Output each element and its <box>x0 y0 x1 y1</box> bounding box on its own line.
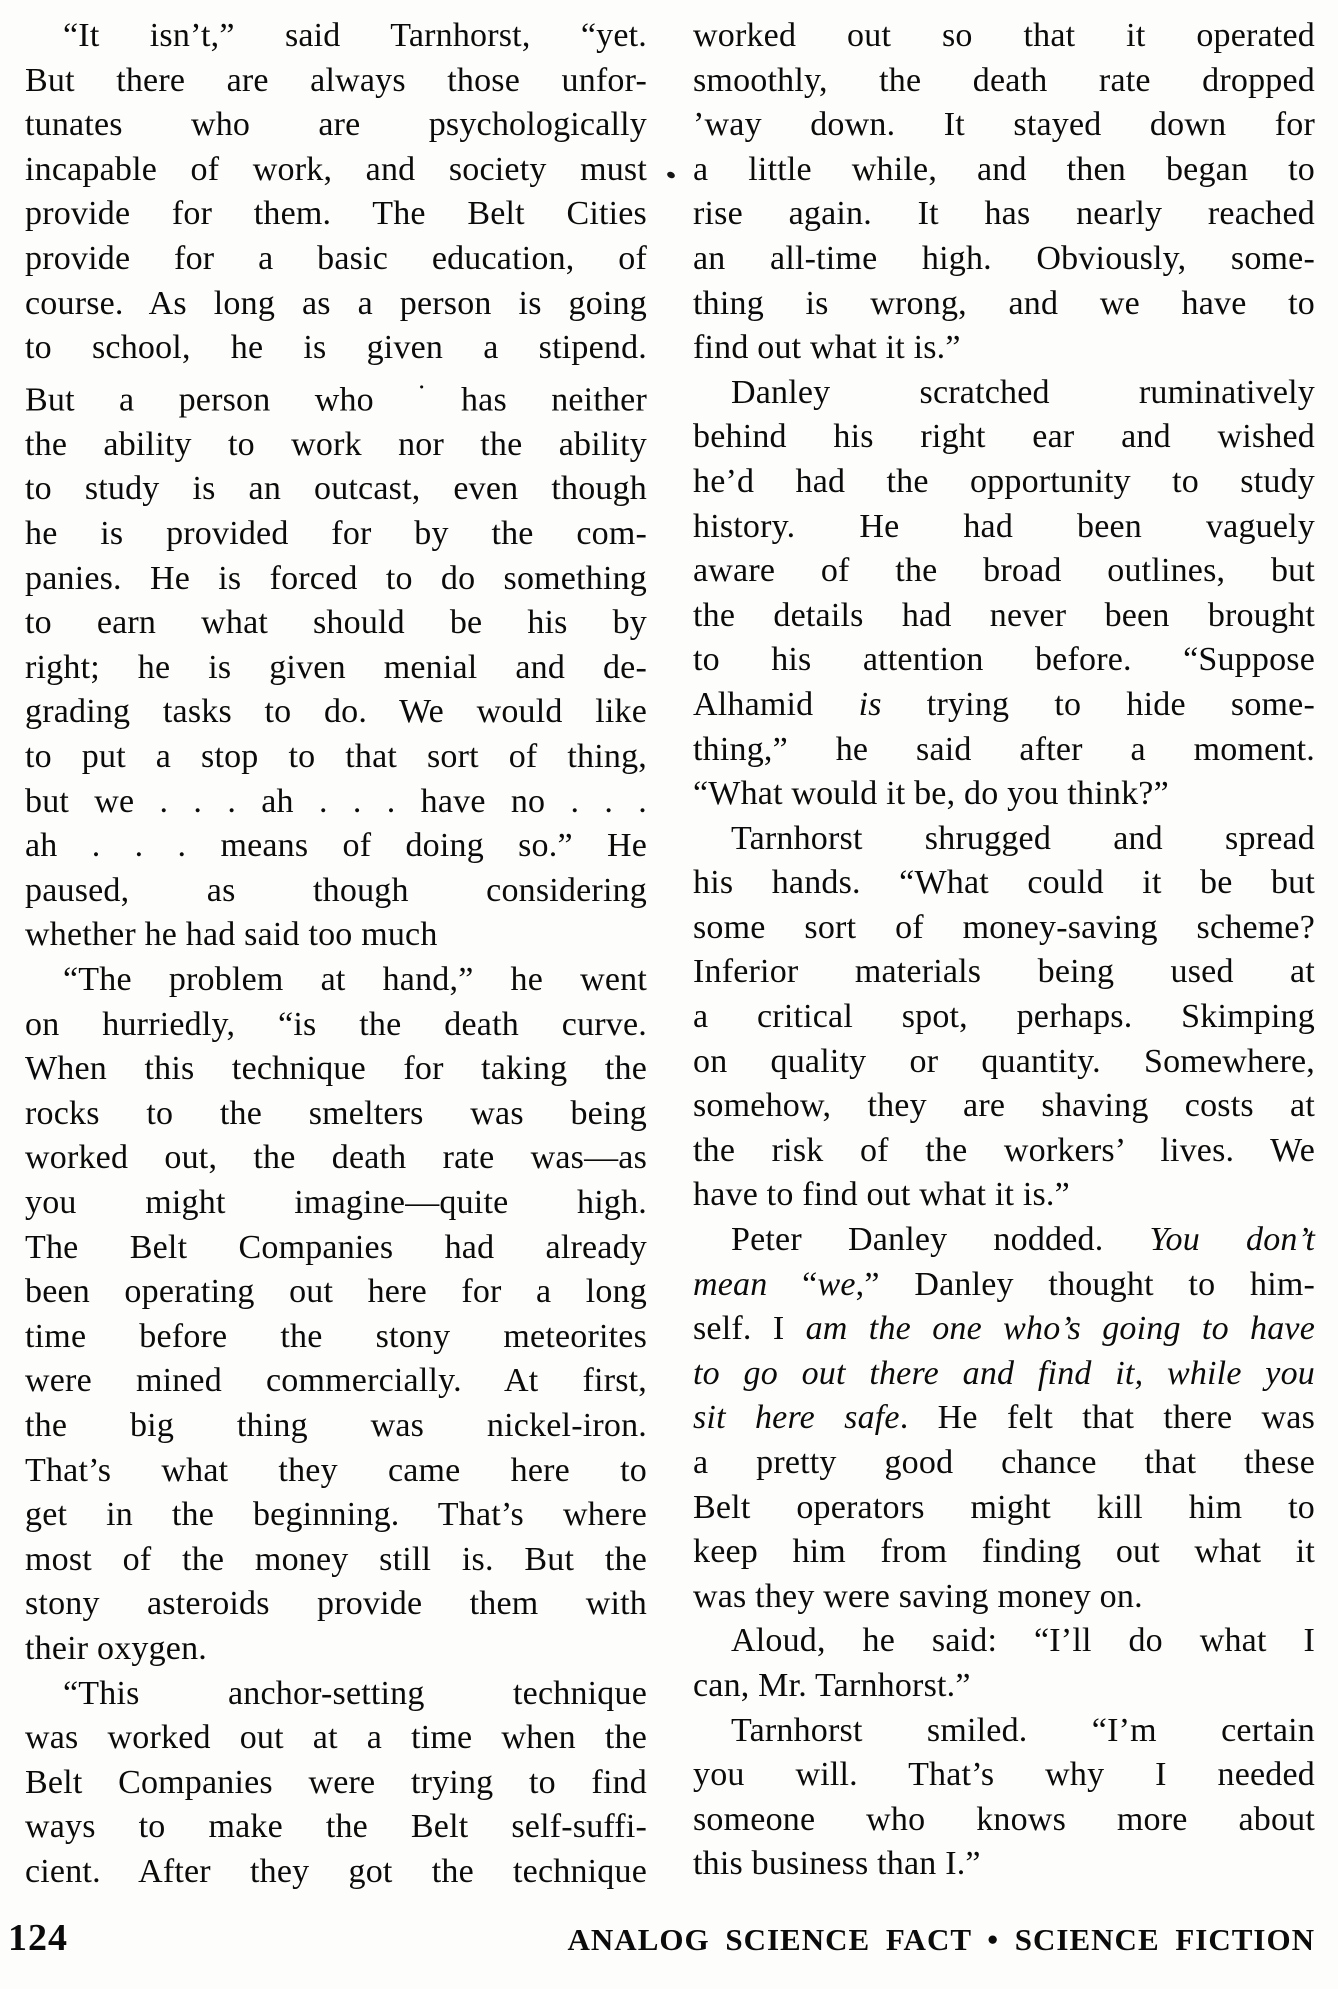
text-line: aware of the broad outlines, but <box>693 552 1315 590</box>
text-segment: Alhamid <box>693 685 859 723</box>
text-line: provide for them. The Belt Cities <box>25 195 647 233</box>
text-line: smoothly, the death rate dropped <box>693 61 1315 99</box>
text-line: the risk of the workers’ lives. We <box>693 1131 1315 1169</box>
text-line: provide for a basic education, of <box>25 239 647 277</box>
text-line: get in the beginning. That’s where <box>25 1496 647 1534</box>
text-line: an all-time high. Obviously, some- <box>693 239 1315 277</box>
text-line: history. He had been vaguely <box>693 507 1315 545</box>
text-line: behind his right ear and wished <box>693 418 1315 456</box>
italic-text: to go out there and find it, while you <box>693 1354 1315 1392</box>
italic-text: is <box>858 685 882 723</box>
text-segment: “ <box>767 1265 818 1303</box>
text-line: incapable of work, and society must <box>25 150 647 188</box>
text-line: to earn what should be his by <box>25 604 647 642</box>
text-line: stony asteroids provide them with <box>25 1585 647 1623</box>
text-line: to his attention before. “Suppose <box>693 641 1315 679</box>
text-line: the details had never been brought <box>693 596 1315 634</box>
text-line: ah . . . means of doing so.” He <box>25 827 647 865</box>
text-line: thing is wrong, and we have to <box>693 284 1315 322</box>
text-line <box>693 1396 1315 1441</box>
text-line: panies. He is forced to do something <box>25 559 647 597</box>
text-line: a critical spot, perhaps. Skimping <box>693 998 1315 1036</box>
text-line <box>693 683 1315 728</box>
text-line: to study is an outcast, even though <box>25 470 647 508</box>
column-right <box>693 14 1315 1894</box>
text-line: the ability to work nor the ability <box>25 425 647 463</box>
text-line: was worked out at a time when the <box>25 1719 647 1757</box>
text-line: find out what it is.” <box>693 329 961 367</box>
text-line <box>693 1352 1315 1397</box>
text-line <box>25 371 647 423</box>
text-line: someone who knows more about <box>693 1800 1315 1838</box>
text-line: cient. After they got the technique <box>25 1852 647 1890</box>
text-line: right; he is given menial and de- <box>25 648 647 686</box>
text-line: most of the money still is. But the <box>25 1540 647 1578</box>
text-line: rise again. It has nearly reached <box>693 195 1315 233</box>
text-line: keep him from finding out what it <box>693 1533 1315 1571</box>
text-line: tunates who are psychologically <box>25 106 647 144</box>
text-line <box>693 1307 1315 1352</box>
text-line: worked out, the death rate was—as <box>25 1139 647 1177</box>
text-line: thing,” he said after a moment. <box>693 730 1315 768</box>
text-segment: has neither <box>460 381 647 419</box>
page-number: 124 <box>8 1917 68 1959</box>
text-line: a pretty good chance that these <box>693 1444 1315 1481</box>
italic-text: mean <box>693 1265 768 1303</box>
text-line: he is provided for by the com- <box>25 515 647 553</box>
text-line: Tarnhorst shrugged and spread <box>731 819 1315 857</box>
text-line: The Belt Companies had already <box>25 1228 647 1266</box>
text-segment: trying to hide some- <box>881 685 1315 723</box>
text-segment: Peter Danley nodded. <box>731 1221 1150 1259</box>
text-line: his hands. “What could it be but <box>693 864 1315 902</box>
text-line: rocks to the smelters was being <box>25 1094 647 1132</box>
text-line: paused, as though considering <box>25 871 647 909</box>
text-line: ’way down. It stayed down for <box>693 106 1315 144</box>
italic-text: sit here safe <box>693 1399 900 1437</box>
text-line: ways to make the Belt self-suffi- <box>25 1808 647 1846</box>
text-line: you might imagine—quite high. <box>25 1183 647 1221</box>
text-line: the big thing was nickel-iron. <box>25 1406 647 1444</box>
text-line: “It isn’t,” said Tarnhorst, “yet. <box>63 17 647 54</box>
text-line: That’s what they came here to <box>25 1451 647 1489</box>
text-line: But there are always those unfor- <box>25 61 647 99</box>
text-line: on hurriedly, “is the death curve. <box>25 1005 647 1043</box>
text-line: When this technique for taking the <box>25 1050 647 1088</box>
text-line: “The problem at hand,” he went <box>63 961 647 998</box>
text-segment: self. I <box>693 1310 806 1348</box>
text-line: you will. That’s why I needed <box>693 1756 1315 1794</box>
italic-text: we <box>817 1265 856 1303</box>
text-line: course. As long as a person is going <box>25 284 647 322</box>
text-line: “This anchor-setting technique <box>63 1674 647 1712</box>
text-line: some sort of money-saving scheme? <box>693 908 1315 946</box>
text-line <box>693 1263 1315 1308</box>
ink-speck: ˙ <box>418 380 461 405</box>
text-line: Belt Companies were trying to find <box>25 1763 647 1801</box>
text-segment: But a person who <box>25 381 419 419</box>
italic-text: You don’t <box>1149 1221 1315 1259</box>
text-line: “What would it be, do you think?” <box>693 775 1169 813</box>
text-line: was they were saving money on. <box>693 1577 1143 1615</box>
text-line: he’d had the opportunity to study <box>693 462 1315 500</box>
text-segment: ,” Danley thought to him- <box>855 1265 1316 1303</box>
text-line <box>693 1218 1315 1263</box>
text-line: Inferior materials being used at <box>693 953 1315 991</box>
page-footer <box>8 1916 1315 1960</box>
text-line: whether he had said too much <box>25 916 438 954</box>
magazine-title: ANALOG SCIENCE FACT • SCIENCE FICTION <box>567 1922 1315 1957</box>
text-line: a little while, and then began to <box>693 150 1315 188</box>
text-line: grading tasks to do. We would like <box>25 693 647 731</box>
text-line: have to find out what it is.” <box>693 1176 1070 1214</box>
text-line: on quality or quantity. Somewhere, <box>693 1042 1315 1080</box>
text-segment: . He felt that there was <box>899 1399 1315 1437</box>
text-line: time before the stony meteorites <box>25 1317 647 1355</box>
text-line: worked out so that it operated <box>693 17 1315 54</box>
text-line: been operating out here for a long <box>25 1273 647 1311</box>
italic-text: am the one who’s going to have <box>805 1310 1315 1348</box>
text-line: Danley scratched ruminatively <box>731 373 1315 411</box>
text-line: somehow, they are shaving costs at <box>693 1087 1315 1125</box>
text-line: Tarnhorst smiled. “I’m certain <box>731 1711 1315 1749</box>
text-line: to put a stop to that sort of thing, <box>25 738 647 776</box>
text-line: their oxygen. <box>25 1629 207 1667</box>
text-line: Aloud, he said: “I’ll do what I <box>731 1622 1315 1660</box>
text-line: this business than I.” <box>693 1845 981 1883</box>
column-left <box>25 14 647 1894</box>
text-line: can, Mr. Tarnhorst.” <box>693 1666 971 1704</box>
text-line: were mined commercially. At first, <box>25 1362 647 1400</box>
text-line: Belt operators might kill him to <box>693 1488 1315 1526</box>
text-line: to school, he is given a stipend. <box>25 329 647 367</box>
text-line: but we . . . ah . . . have no . . . <box>25 782 647 820</box>
